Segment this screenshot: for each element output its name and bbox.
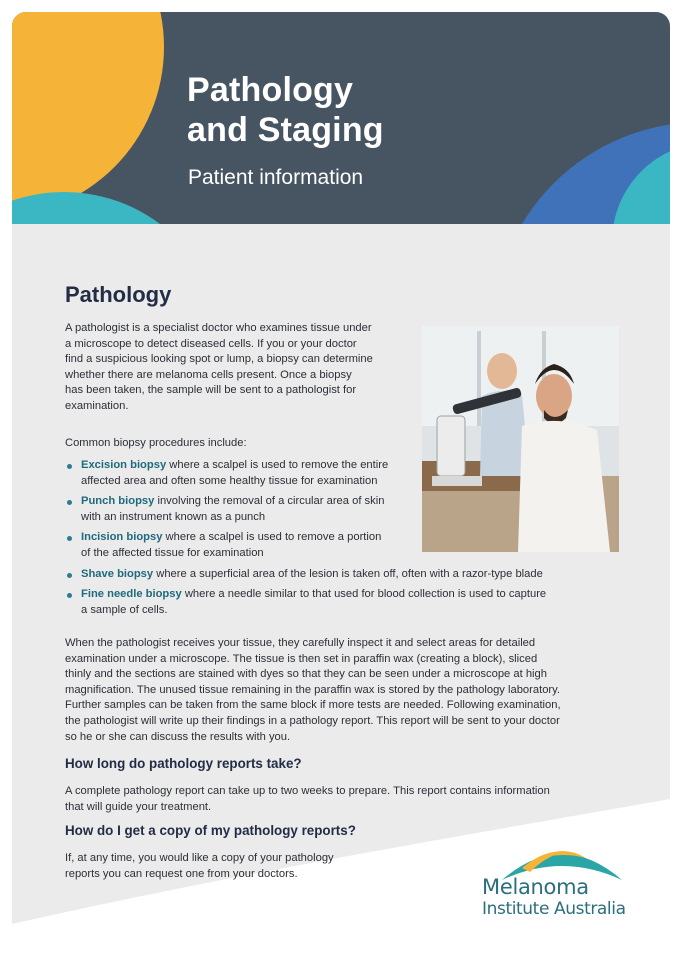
intro-line: examination.	[65, 399, 129, 412]
bullet-icon	[67, 500, 72, 505]
document-page	[12, 12, 670, 952]
biopsy-term: Incision biopsy	[81, 531, 163, 544]
faq-answer-report-time	[65, 784, 605, 815]
intro-line: whether there are melanoma cells present. Once a biopsy	[65, 368, 352, 381]
biopsy-term: Excision biopsy	[81, 459, 167, 471]
bullet-icon	[67, 536, 72, 541]
biopsy-list	[65, 458, 625, 623]
faq-question-report-copy: How do I get a copy of my pathology reports?	[65, 823, 356, 838]
biopsy-term: Fine needle biopsy	[81, 588, 182, 601]
section-heading-pathology: Pathology	[65, 282, 172, 307]
biopsy-description: involving the removal of a circular area of skin	[157, 495, 385, 508]
page-subtitle: Patient information	[188, 166, 364, 189]
title-line-1: Pathology	[187, 71, 354, 109]
process-line: so he or she can discuss the results with you.	[65, 730, 291, 743]
page-title	[187, 70, 384, 150]
bullet-icon	[67, 464, 72, 469]
biopsy-description: where a superficial area of the lesion is taken off, often with a razor-type blade	[156, 567, 543, 580]
answer-line: that will guide your treatment.	[65, 800, 212, 813]
list-item	[65, 530, 625, 561]
biopsy-description-cont: a sample of cells.	[81, 603, 168, 616]
biopsy-description: where a scalpel is used to remove the entire	[169, 459, 389, 471]
biopsy-description: where a scalpel is used to remove a portion	[165, 531, 382, 544]
intro-line: a microscope to detect diseased cells. If you or your doctor	[65, 337, 357, 350]
biopsy-description-cont: affected area and often some healthy tissue for examination	[81, 474, 378, 487]
list-item	[65, 587, 625, 618]
process-line: thinly and the sections are stained with dyes so that they can be seen under a microscope at high	[65, 668, 547, 681]
intro-paragraph	[65, 321, 405, 415]
teal-arc-left-shape	[12, 192, 224, 224]
list-item	[65, 458, 625, 489]
process-line: Further samples can be taken from the same block if more tests are needed. Following examination,	[65, 699, 561, 712]
biopsy-term: Punch biopsy	[81, 495, 155, 508]
biopsy-term: Shave biopsy	[81, 567, 154, 580]
organization-logo	[482, 876, 626, 920]
header-banner	[12, 12, 670, 224]
faq-answer-report-copy	[65, 851, 365, 882]
logo-line-2: Institute Australia	[482, 899, 626, 919]
bullet-icon	[67, 573, 72, 578]
logo-line-1: Melanoma	[482, 875, 589, 899]
process-line: When the pathologist receives your tissue, they carefully inspect it and select areas for detailed	[65, 637, 536, 649]
title-line-2: and Staging	[187, 111, 384, 149]
answer-line: If, at any time, you would like a copy of your pathology	[65, 852, 334, 864]
bullet-icon	[67, 593, 72, 598]
yellow-arc-shape	[12, 12, 164, 217]
process-paragraph	[65, 636, 610, 745]
answer-line: A complete pathology report can take up to two weeks to prepare. This report contains information	[65, 785, 550, 797]
process-line: the pathologist will write up their findings in a pathology report. This report will be sent to your doctor	[65, 714, 560, 727]
biopsy-description-cont: of the affected tissue for examination	[81, 546, 264, 559]
intro-line: find a suspicious looking spot or lump, a biopsy can determine	[65, 353, 373, 366]
list-item	[65, 567, 625, 583]
intro-line: has been taken, the sample will be sent to a pathologist for	[65, 384, 357, 397]
faq-question-report-time: How long do pathology reports take?	[65, 756, 302, 771]
list-item	[65, 494, 625, 525]
process-line: examination under a microscope. The tissue is then set in paraffin wax (creating a block), sliced	[65, 652, 538, 665]
biopsy-description-cont: with an instrument known as a punch	[81, 510, 266, 523]
biopsy-description: where a needle similar to that used for blood collection is used to capture	[184, 588, 547, 601]
common-procedures-intro: Common biopsy procedures include:	[65, 437, 247, 449]
answer-line: reports you can request one from your doctors.	[65, 867, 298, 880]
process-line: magnification. The unused tissue remaining in the paraffin wax is stored by the pathology laboratory.	[65, 683, 561, 696]
intro-line: A pathologist is a specialist doctor who examines tissue under	[65, 322, 372, 334]
